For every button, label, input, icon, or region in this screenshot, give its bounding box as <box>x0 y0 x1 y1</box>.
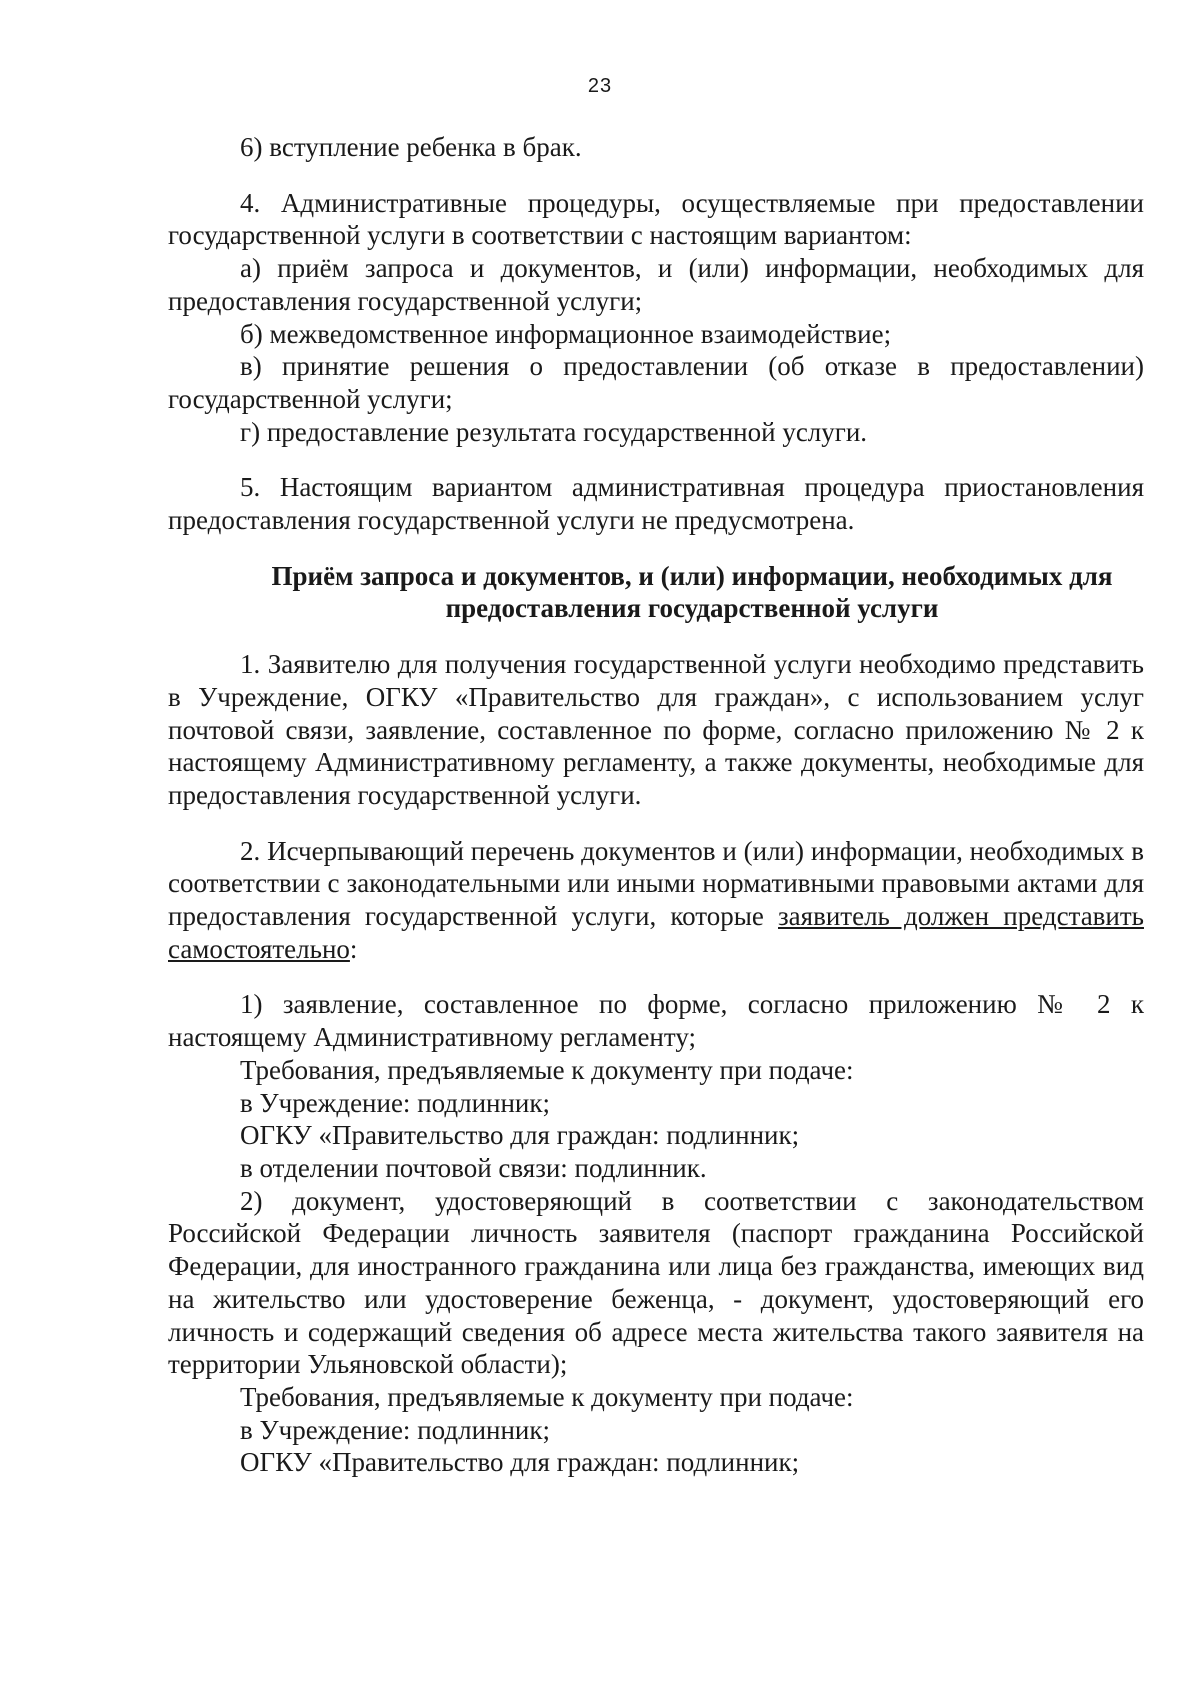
documents-list-text: 2. Исчерпывающий перечень документов и (или) информации, необходимых в соответствии с законодательными или иными нормативными правовыми актами для предоставления государственной услуги, которые <box>168 835 1144 932</box>
section-heading-line-1: Приём запроса и документов, и (или) информации, необходимых для <box>271 560 1113 591</box>
section-heading-line-2: предоставления государственной услуги <box>445 593 939 624</box>
documents-list-underlined: заявитель должен представить самостоятельно <box>168 901 1144 964</box>
page-number: 23 <box>587 75 613 97</box>
list-item-identity-document: 2) документ, удостоверяющий в соответствии с законодательством Российской Федерации личность заявителя (паспорт гражданина Российской Федерации, для иностранного гражданина или лица без гражданства, имеющих вид на жительство или удостоверение беженца, - документ, удостоверяющий его личность и содержащий сведения об адресе места жительства такого заявителя на территории Ульяновской области); <box>168 1185 1144 1380</box>
list-item-b: б) межведомственное информационное взаимодействие; <box>240 318 892 349</box>
paragraph-admin-procedures: 4. Административные процедуры, осуществляемые при предоставлении государственной услуги в соответствии с настоящим вариантом: <box>168 187 1144 251</box>
requirement-ogku-2: ОГКУ «Правительство для граждан: подлинник; <box>240 1447 800 1478</box>
documents-list-colon: : <box>349 933 358 964</box>
requirement-post-office-1: в отделении почтовой связи: подлинник. <box>240 1152 707 1183</box>
list-item-v: в) принятие решения о предоставлении (об отказе в предоставлении) государственной услуги; <box>168 351 1144 414</box>
paragraph-documents-list <box>168 835 1144 966</box>
requirement-institution-1: в Учреждение: подлинник; <box>240 1087 550 1118</box>
requirement-ogku-1: ОГКУ «Правительство для граждан: подлинник; <box>240 1120 800 1151</box>
requirement-institution-2: в Учреждение: подлинник; <box>240 1414 550 1445</box>
requirements-heading-2: Требования, предъявляемые к документу при подаче: <box>240 1381 854 1412</box>
list-item-application: 1) заявление, составленное по форме, согласно приложению № 2 к настоящему Административному регламенту; <box>168 989 1144 1053</box>
list-item-g: г) предоставление результата государственной услуги. <box>240 416 868 447</box>
section-heading <box>168 560 1144 625</box>
document-body <box>168 131 1144 1479</box>
paragraph-child-marriage: 6) вступление ребенка в брак. <box>240 132 582 162</box>
paragraph-suspension: 5. Настоящим вариантом административная процедура приостановления предоставления государственной услуги не предусмотрена. <box>168 472 1144 536</box>
requirements-heading-1: Требования, предъявляемые к документу при подаче: <box>240 1054 854 1085</box>
list-item-a: а) приём запроса и документов, и (или) информации, необходимых для предоставления государственной услуги; <box>168 253 1144 316</box>
paragraph-applicant-submission: 1. Заявителю для получения государственной услуги необходимо представить в Учреждение, ОГКУ «Правительство для граждан», с использованием услуг почтовой связи, заявление, составленное по форме, согласно приложению № 2 к настоящему Административному регламенту, а также документы, необходимые для предоставления государственной услуги. <box>168 649 1144 810</box>
